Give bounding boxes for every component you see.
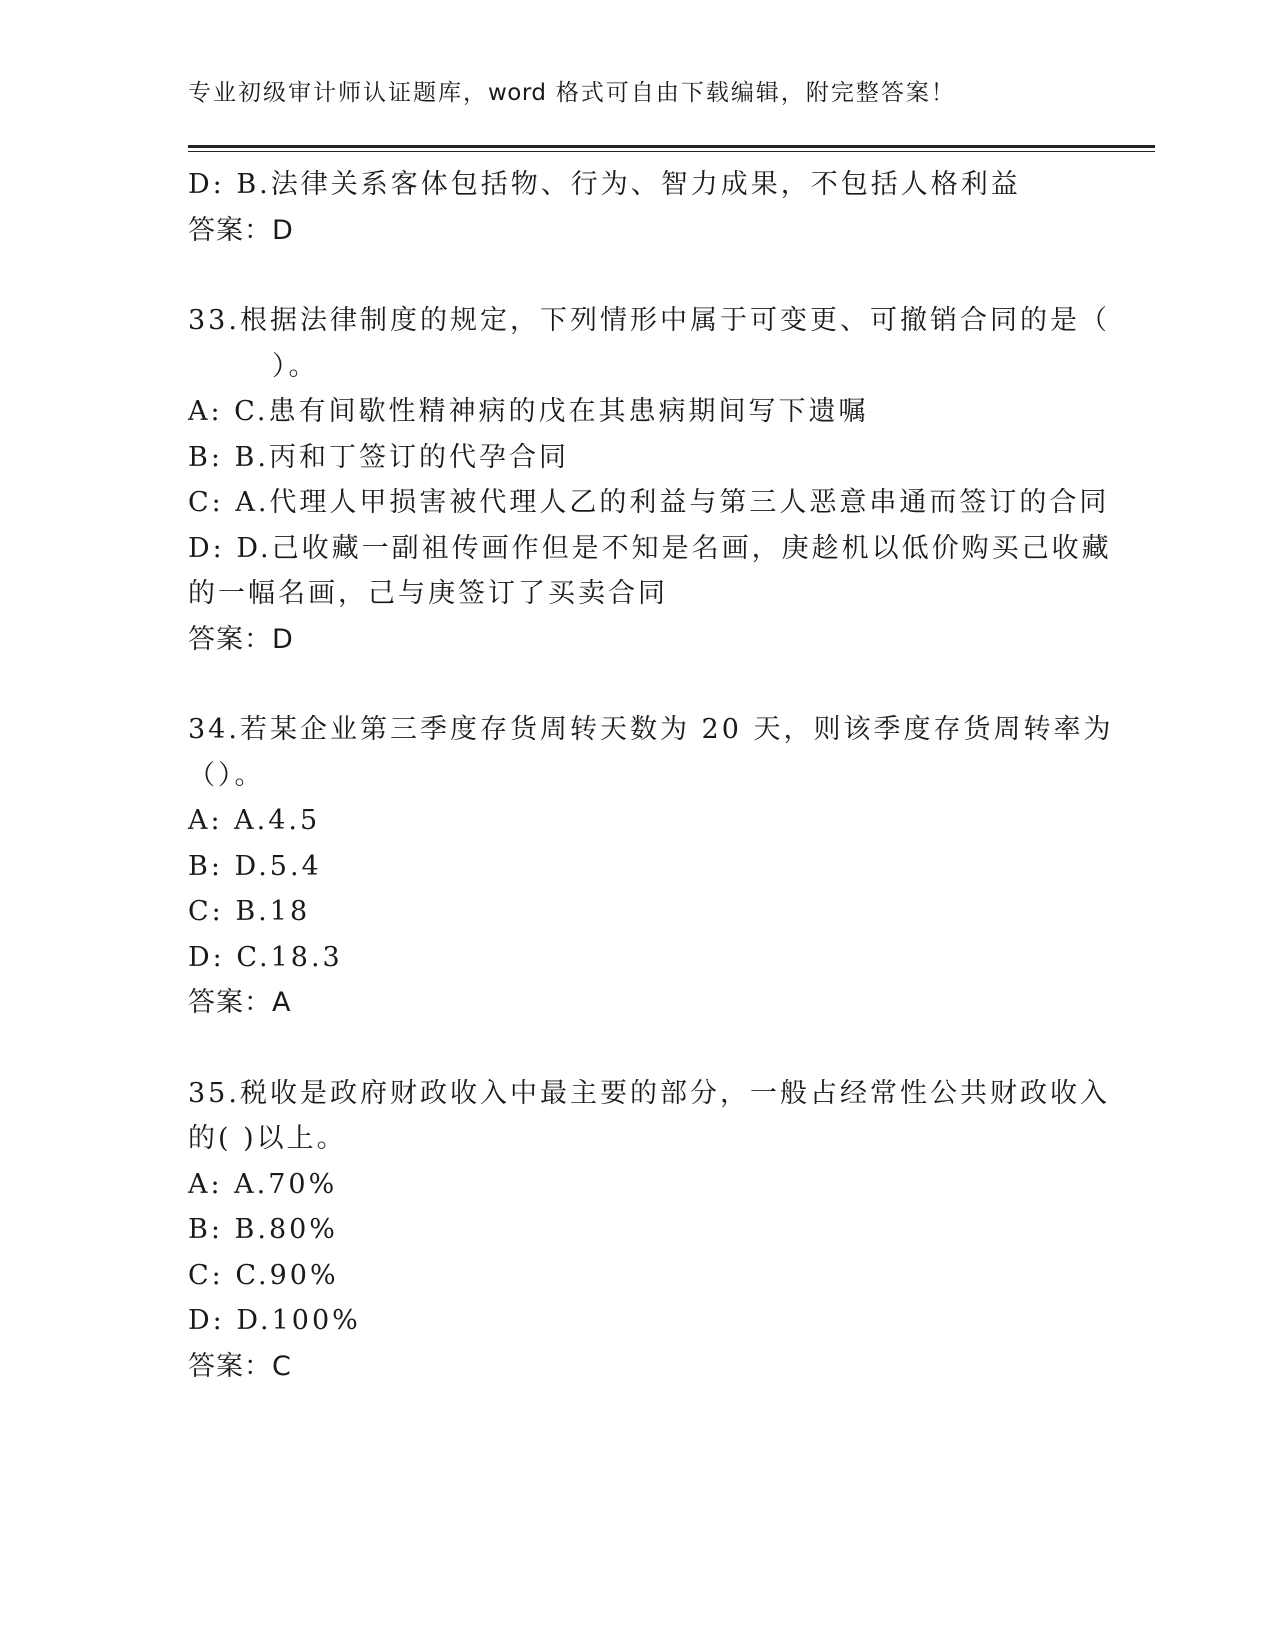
question-stem-continued: ）。 — [272, 350, 319, 382]
answer-row — [188, 1344, 1088, 1390]
header-text-word: word — [488, 80, 547, 106]
question-list — [188, 162, 1114, 1389]
option-d: D: C.18.3 — [188, 941, 343, 973]
option-b: B: B.80% — [188, 1214, 338, 1245]
question-stem: 35.税收是政府财政收入中最主要的部分，一般占经常性公共财政收入 — [188, 1077, 1110, 1109]
question-stem-continued: 的( )以上。 — [188, 1123, 347, 1154]
answer-row — [188, 208, 1088, 254]
option-d: D: B.法律关系客体包括物、行为、智力成果，不包括人格利益 — [188, 169, 1021, 200]
option-c: C: C.90% — [188, 1259, 339, 1291]
header-text-after: 格式可自由下载编辑，附完整答案！ — [546, 80, 956, 106]
option-c: C: A.代理人甲损害被代理人乙的利益与第三人恶意串通而签订的合同 — [188, 487, 1110, 518]
question-34 — [188, 707, 1114, 1026]
question-35 — [188, 1071, 1110, 1390]
answer-label: 答案： — [188, 214, 272, 246]
question-spacer — [188, 662, 1088, 707]
answer-value: D — [272, 214, 296, 246]
option-d: D: D.己收藏一副祖传画作但是不知是名画，庚趁机以低价购买己收藏 — [188, 532, 1112, 564]
answer-label: 答案： — [188, 987, 272, 1018]
option-a: A: A.4.5 — [188, 805, 321, 836]
option-d: D: D.100% — [188, 1305, 361, 1336]
question-prev-tail — [188, 162, 1088, 253]
option-d-continued: 的一幅名画，己与庚签订了买卖合同 — [188, 578, 668, 609]
question-stem: 34.若某企业第三季度存货周转天数为 20 天，则该季度存货周转率为 — [188, 714, 1114, 745]
header-divider-thin — [188, 151, 1155, 152]
question-spacer — [188, 253, 1088, 298]
question-stem: 33.根据法律制度的规定，下列情形中属于可变更、可撤销合同的是（ — [188, 305, 1110, 336]
question-stem-continued: （）。 — [188, 759, 265, 791]
header-divider-thick — [188, 145, 1155, 148]
option-b: B: B.丙和丁签订的代孕合同 — [188, 441, 569, 473]
answer-value: D — [272, 623, 296, 655]
question-33 — [188, 298, 1112, 662]
header-text-before: 专业初级审计师认证题库， — [188, 80, 488, 106]
answer-label: 答案： — [188, 623, 272, 655]
question-spacer — [188, 1026, 1088, 1071]
answer-value: C — [272, 1350, 294, 1382]
option-a: A: A.70% — [188, 1168, 338, 1200]
answer-row — [188, 617, 1088, 663]
option-b: B: D.5.4 — [188, 850, 322, 882]
option-a: A: C.患有间歇性精神病的戊在其患病期间写下遗嘱 — [188, 396, 869, 427]
answer-label: 答案： — [188, 1350, 272, 1382]
page-header — [188, 74, 956, 107]
option-c: C: B.18 — [188, 896, 311, 927]
answer-row — [188, 980, 1088, 1026]
answer-value: A — [272, 987, 294, 1018]
